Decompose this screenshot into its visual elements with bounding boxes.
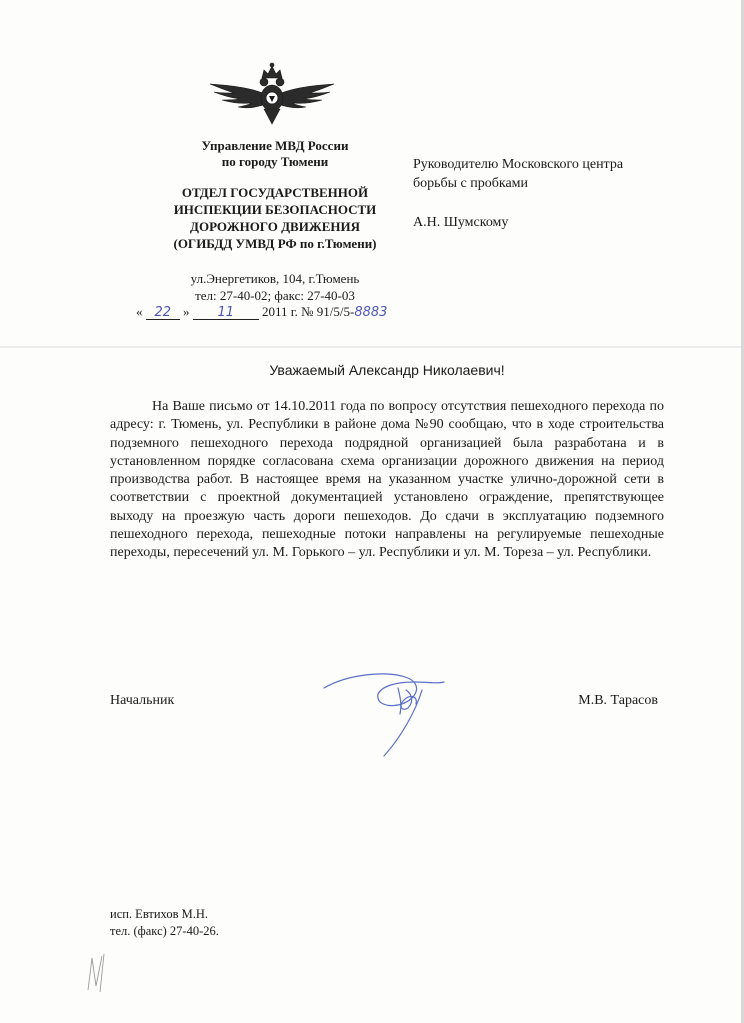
- dept-line: ИНСПЕКЦИИ БЕЗОПАСНОСТИ: [173, 202, 377, 217]
- body-paragraph: На Ваше письмо от 14.10.2011 года по вопросу отсутствия пешеходного перехода по адресу: г. Тюмень, ул. Республики в районе дома №90 сообщаю, что в ходе строительства подземного пешеходного перехода подрядной организацией была разработана и в установленном порядке согласована схема организации дорожного движения на период производства работ. В настоящее время на указанном участке улично-дорожной сети в соответствии с проектной документацией установлено ограждение, препятствующее выходу на проезжую часть дороги пешеходов. До сдачи в эксплуатацию подземного пешеходного перехода, пешеходные потоки направлены на регулируемые пешеходные переходы, пересечений ул. М. Горького – ул. Республики и ул. М. Тореза – ул. Республики.: [110, 399, 664, 561]
- salutation: Уважаемый Александр Николаевич!: [269, 362, 505, 378]
- executor-phone: тел. (факс) 27-40-26.: [110, 924, 219, 938]
- reg-number: 91/5/5-: [316, 304, 355, 319]
- recipient-block: [413, 155, 623, 232]
- fold-line: [0, 346, 744, 348]
- double-headed-eagle-emblem-icon: [202, 62, 342, 128]
- org-line: по городу Тюмени: [221, 154, 329, 169]
- executor-block: [110, 906, 219, 940]
- address: ул.Энергетиков, 104, г.Тюмень: [190, 271, 360, 286]
- registration-line: [136, 304, 387, 320]
- department-header: [110, 184, 440, 252]
- dept-line: (ОГИБДД УМВД РФ по г.Тюмени): [173, 236, 377, 251]
- dept-line: ДОРОЖНОГО ДВИЖЕНИЯ: [190, 219, 360, 234]
- executor-name: исп. Евтихов М.Н.: [110, 907, 208, 921]
- recipient-line: борьбы с пробками: [413, 176, 529, 191]
- reg-year: 2011 г.: [262, 304, 298, 319]
- reg-number-label: №: [301, 304, 314, 319]
- phones: тел: 27-40-02; факс: 27-40-03: [195, 288, 355, 303]
- signatory-title: Начальник: [110, 693, 175, 708]
- organization-header: [110, 138, 440, 170]
- reg-day: 22: [146, 306, 180, 320]
- recipient-line: Руководителю Московского центра: [413, 157, 624, 172]
- open-quote: «: [136, 304, 143, 319]
- org-line: Управление МВД России: [201, 138, 349, 153]
- close-quote: »: [183, 304, 190, 319]
- reg-number-handwritten: 8883: [354, 305, 388, 320]
- handwritten-signature: [318, 660, 448, 760]
- reg-month: 11: [193, 306, 259, 320]
- dept-line: ОТДЕЛ ГОСУДАРСТВЕННОЙ: [181, 185, 369, 200]
- recipient-name: А.Н. Шумскому: [413, 215, 509, 230]
- signatory-name: М.В. Тарасов: [578, 693, 658, 708]
- letter-body: [110, 398, 664, 563]
- handwritten-margin-mark: [82, 950, 112, 995]
